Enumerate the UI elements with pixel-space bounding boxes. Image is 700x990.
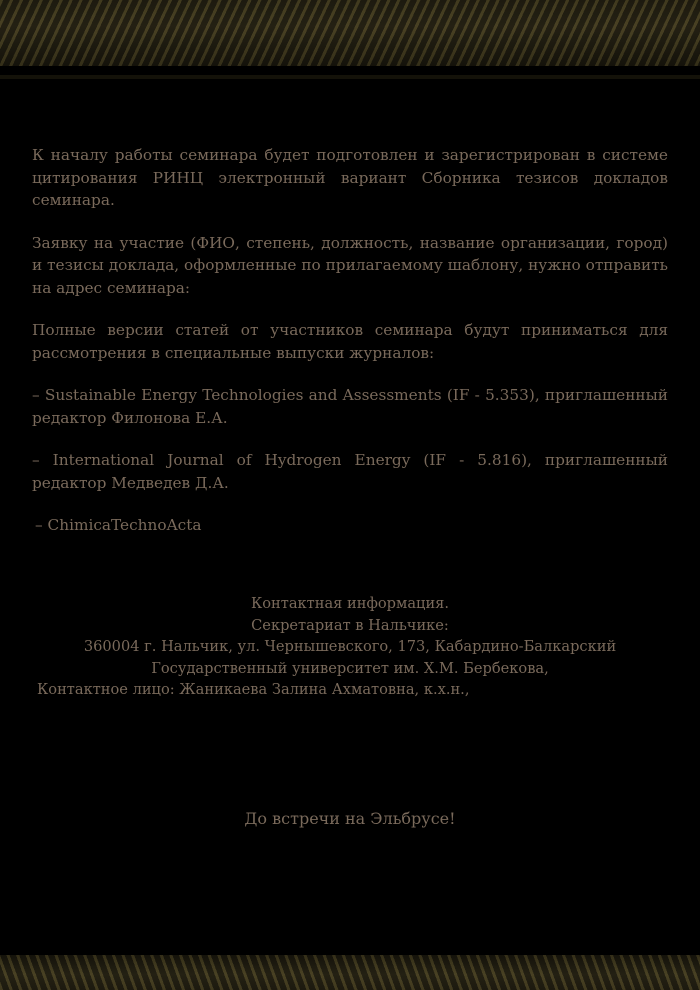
contact-secretariat: Секретариат в Нальчике: xyxy=(251,616,449,634)
decorative-top-banner xyxy=(0,0,700,66)
journal-item-chimica: – ChimicaTechnoActa xyxy=(35,516,202,534)
contact-address-line-1: 360004 г. Нальчик, ул. Чернышевского, 173, Кабардино-Балкарский xyxy=(83,638,617,656)
contact-person: Контактное лицо: Жаникаева Залина Ахматовна, к.х.н., xyxy=(37,681,470,699)
contact-address-line-2: Государственный университет им. Х.М. Бербекова, xyxy=(151,659,549,677)
journal-item-sustainable: – Sustainable Energy Technologies and Assessments (IF - 5.353), приглашенный редактор Филонова Е.А. xyxy=(32,386,668,427)
paragraph-application: Заявку на участие (ФИО, степень, должность, название организации, город) и тезисы доклада, оформленные по прилагаемому шаблону, нужно отправить на адрес семинара: xyxy=(32,233,668,297)
farewell-text: До встречи на Эльбрусе! xyxy=(244,809,456,828)
main-text xyxy=(32,144,668,557)
paragraph-proceedings: К началу работы семинара будет подготовлен и зарегистрирован в системе цитирования РИНЦ электронный вариант Сборника тезисов докладов семинара. xyxy=(32,146,668,209)
journal-item-hydrogen: – International Journal of Hydrogen Energy (IF - 5.816), приглашенный редактор Медведев Д.А. xyxy=(32,451,668,492)
divider xyxy=(0,75,700,79)
decorative-bottom-banner xyxy=(0,955,700,990)
contact-block xyxy=(0,593,700,701)
contact-heading: Контактная информация. xyxy=(250,595,450,612)
paragraph-journals: Полные версии статей от участников семинара будут приниматься для рассмотрения в специальные выпуски журналов: xyxy=(32,321,668,362)
